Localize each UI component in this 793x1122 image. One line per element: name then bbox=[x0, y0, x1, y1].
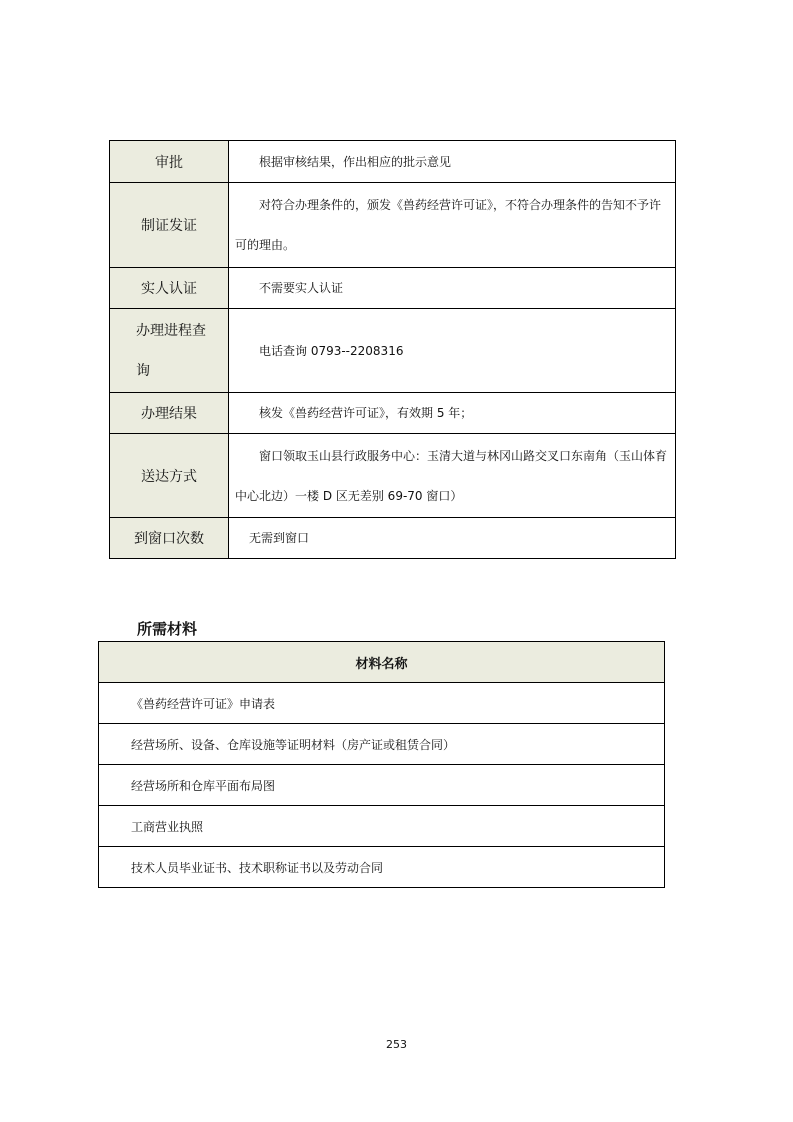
row-label-progress bbox=[110, 309, 229, 393]
row-label-certificate bbox=[110, 183, 229, 268]
table-row bbox=[110, 268, 676, 309]
table-row bbox=[110, 518, 676, 559]
materials-table bbox=[98, 641, 665, 888]
row-label-text: 送达方式 bbox=[141, 468, 197, 485]
table-row bbox=[110, 141, 676, 183]
row-label-text: 办理进程查询 bbox=[136, 322, 206, 379]
row-label-visits bbox=[110, 518, 229, 559]
material-item: 技术人员毕业证书、技术职称证书以及劳动合同 bbox=[99, 847, 665, 888]
materials-column-header: 材料名称 bbox=[99, 642, 665, 683]
material-item: 经营场所和仓库平面布局图 bbox=[99, 765, 665, 806]
table-row bbox=[99, 683, 665, 724]
material-item: 工商营业执照 bbox=[99, 806, 665, 847]
table-row bbox=[110, 434, 676, 518]
row-value-text: 无需到窗口 bbox=[249, 531, 310, 545]
row-value-text: 根据审核结果，作出相应的批示意见 bbox=[259, 154, 452, 169]
materials-heading: 所需材料 bbox=[137, 620, 198, 638]
table-row bbox=[99, 724, 665, 765]
table-row bbox=[110, 309, 676, 393]
process-info-table bbox=[109, 140, 676, 559]
row-label-text: 到窗口次数 bbox=[134, 531, 204, 547]
row-value-text: 电话查询 0793--2208316 bbox=[259, 343, 404, 358]
row-label-text: 审批 bbox=[155, 154, 183, 171]
row-label-approval bbox=[110, 141, 229, 183]
row-value-text: 窗口领取玉山县行政服务中心：玉清大道与林冈山路交叉口东南角（玉山体育中心北边）一楼 D 区无差别 69-70 窗口） bbox=[235, 448, 668, 503]
page-number: 253 bbox=[386, 1038, 407, 1051]
row-label-text: 办理结果 bbox=[141, 406, 197, 422]
table-row bbox=[99, 847, 665, 888]
table-row bbox=[99, 806, 665, 847]
row-label-result bbox=[110, 393, 229, 434]
material-item: 《兽药经营许可证》申请表 bbox=[99, 683, 665, 724]
row-value-text: 不需要实人认证 bbox=[259, 281, 344, 295]
row-label-text: 制证发证 bbox=[141, 218, 197, 234]
material-item: 经营场所、设备、仓库设施等证明材料（房产证或租赁合同） bbox=[99, 724, 665, 765]
row-value-identity bbox=[229, 268, 676, 309]
table-row bbox=[110, 183, 676, 268]
table-row bbox=[110, 393, 676, 434]
row-label-text: 实人认证 bbox=[141, 281, 197, 297]
row-value-certificate bbox=[229, 183, 676, 268]
row-label-identity bbox=[110, 268, 229, 309]
table-header-row bbox=[99, 642, 665, 683]
row-value-text: 对符合办理条件的，颁发《兽药经营许可证》，不符合办理条件的告知不予许可的理由。 bbox=[235, 198, 662, 252]
row-value-approval bbox=[229, 141, 676, 183]
table-row bbox=[99, 765, 665, 806]
row-value-progress bbox=[229, 309, 676, 393]
row-value-result bbox=[229, 393, 676, 434]
row-value-text: 核发《兽药经营许可证》，有效期 5 年； bbox=[259, 406, 473, 420]
row-label-delivery bbox=[110, 434, 229, 518]
row-value-visits bbox=[229, 518, 676, 559]
row-value-delivery bbox=[229, 434, 676, 518]
